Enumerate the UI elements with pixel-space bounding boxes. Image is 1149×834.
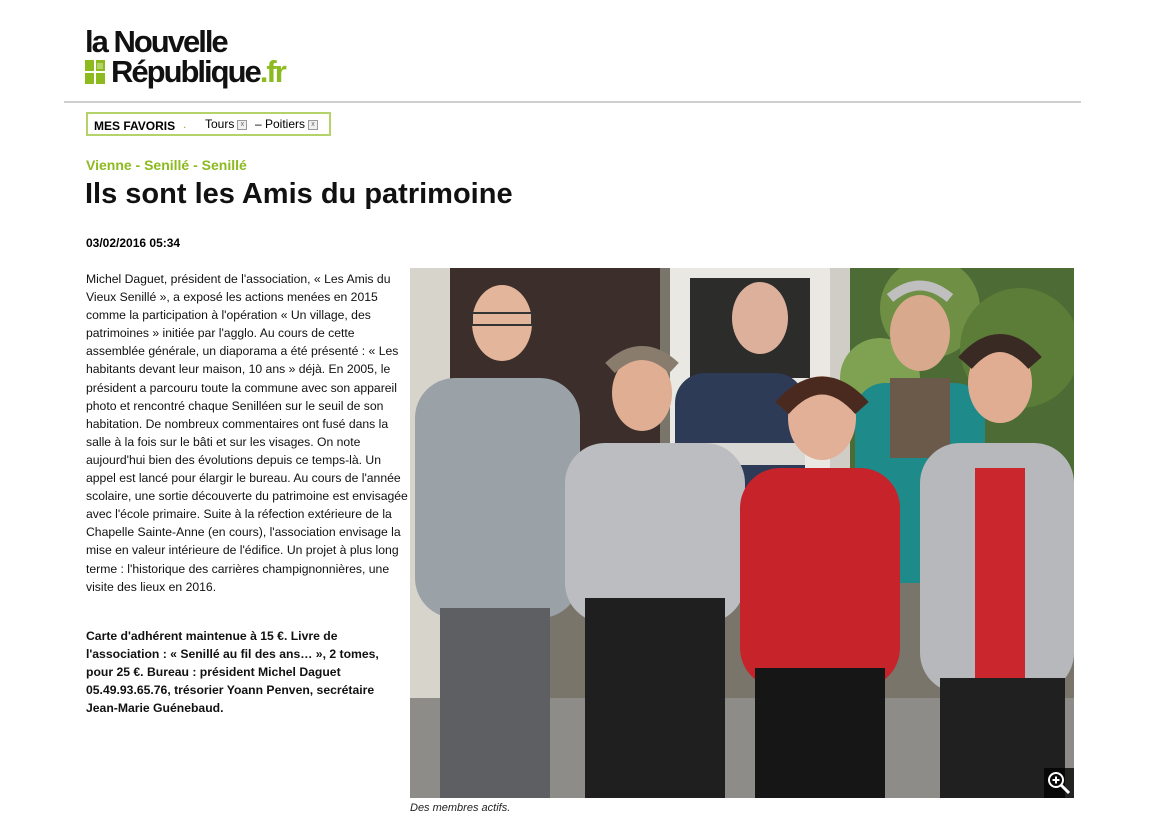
- site-logo[interactable]: [85, 26, 325, 90]
- logo-line-2: République: [111, 54, 260, 89]
- logo-suffix: .fr: [259, 54, 285, 89]
- favorite-tours[interactable]: [205, 117, 247, 131]
- favorites-dot: .: [183, 117, 187, 131]
- favorites-bar: [86, 112, 331, 136]
- breadcrumb[interactable]: Vienne - Senillé - Senillé: [86, 157, 247, 173]
- article-body: Michel Daguet, président de l'association, « Les Amis du Vieux Senillé », a exposé les actions menées en 2015 comme la participation à l'opération « Un village, des patrimoines » initiée par l'agglo. Au cours de cette assemblée générale, un diaporama a été présenté : « Les habitants devant leur maison, 10 ans » déjà. En 2005, le président a parcouru toute la commune avec son appareil photo et rencontré chaque Senilléen sur le seuil de son habitation. De nombreux commentaires ont fusé dans la salle à la fois sur le bâti et sur les visages. On note aujourd'hui bien des évolutions depuis ce temps-là. Un appel est lancé pour élargir le bureau. Au cours de l'année scolaire, une sortie découverte du patrimoine est envisagée avec l'école primaire. Suite à la réfection extérieure de la Chapelle Sainte-Anne (en cours), l'association envisage la mise en valeur intérieure de l'édifice. Un projet à plus long terme : l'historique des carrières champignonnières, une visite des lieux en 2016.: [86, 272, 408, 594]
- article-photo[interactable]: [410, 268, 1074, 798]
- favorite-label[interactable]: Tours: [205, 117, 235, 131]
- favorite-label[interactable]: – Poitiers: [255, 117, 306, 131]
- article-title: Ils sont les Amis du patrimoine: [85, 178, 513, 210]
- photo-caption: Des membres actifs.: [410, 802, 511, 814]
- logo-mark-icon: [85, 60, 105, 84]
- favorites-label: MES FAVORIS: [94, 119, 176, 133]
- article-date: 03/02/2016 05:34: [86, 236, 181, 250]
- header-divider: [64, 101, 1081, 103]
- logo-line-1: la Nouvelle: [85, 24, 227, 59]
- close-icon[interactable]: x: [308, 120, 318, 130]
- favorite-poitiers[interactable]: [255, 117, 318, 131]
- article-info: Carte d'adhérent maintenue à 15 €. Livre de l'association : « Senillé au fil des ans… », 2 tomes, pour 25 €. Bureau : président Michel Daguet 05.49.93.65.76, trésorier Yoann Penven, secrétaire Jean-Marie Guénebaud.: [86, 629, 379, 716]
- zoom-button[interactable]: [1044, 768, 1074, 798]
- close-icon[interactable]: x: [237, 120, 247, 130]
- group-photo-illustration: [410, 268, 1074, 798]
- zoom-in-icon: [1044, 768, 1074, 798]
